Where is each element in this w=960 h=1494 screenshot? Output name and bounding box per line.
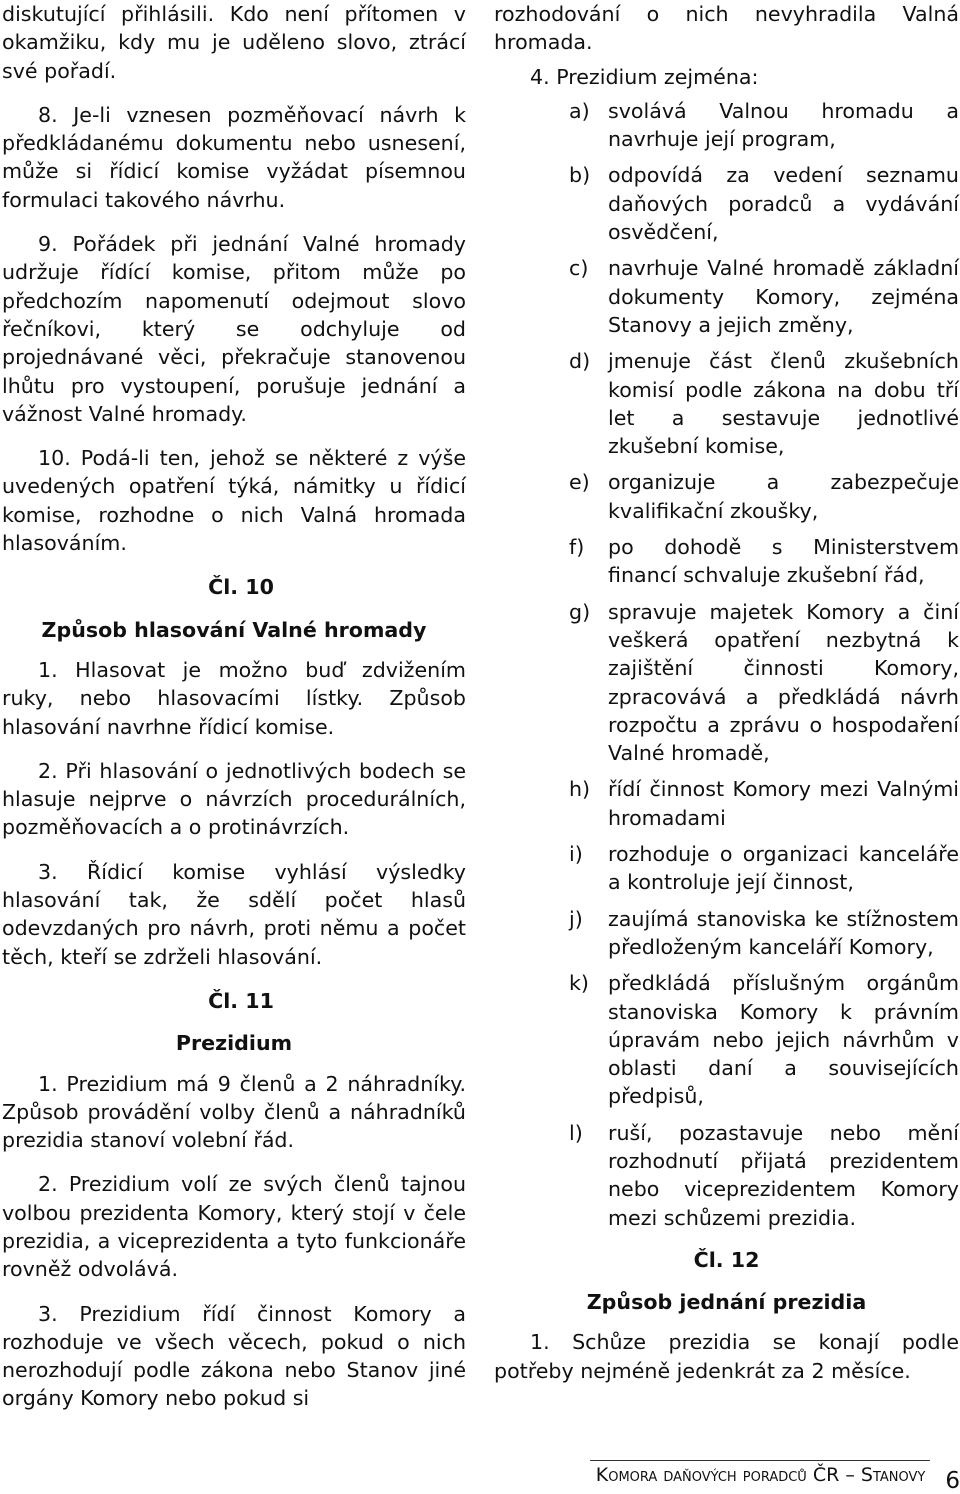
list-item <box>494 347 959 460</box>
list-marker: f) <box>569 535 585 560</box>
list-item <box>494 905 959 962</box>
left-column <box>2 0 466 1429</box>
article-10-paragraph-2: 2. Při hlasování o jednotlivých bodech se hlasuje nejprve o návrzích procedurálních, pozměňovacích a o protinávrzích. <box>2 758 466 840</box>
paragraph-9: 9. Pořádek při jednání Valné hromady udržuje řídící komise, přitom může po předchozím napomenutí odejmout slovo řečníkovi, který se odchyluje od projednávané věci, překračuje stanovenou lhůtu pro vystoupení, porušuje jednání a vážnost Valné hromady. <box>2 232 466 426</box>
list-item <box>494 161 959 246</box>
paragraph-10: 10. Podá-li ten, jehož se některé z výše uvedených opatření týká, námitky u řídicí komise, rozhodne o nich Valná hromada hlasováním. <box>2 446 466 556</box>
article-10-paragraph-1: 1. Hlasovat je možno buď zdvižením ruky, nebo hlasovacími lístky. Způsob hlasování navrhne řídicí komise. <box>2 657 466 739</box>
list-item-text: po dohodě s Ministerstvem financí schvaluje zkušební řád, <box>608 535 959 588</box>
list-item <box>494 840 959 897</box>
list-marker: j) <box>569 906 583 931</box>
list-item-text: jmenuje část členů zkušebních komisí podle zákona na dobu tří let a sestavuje jednotlivé zkušební komise, <box>608 349 959 459</box>
article-12-number: Čl. 12 <box>693 1247 760 1272</box>
page-number: 6 <box>945 1468 960 1494</box>
footer-divider <box>590 1460 930 1461</box>
list-item-text: rozhoduje o organizaci kanceláře a kontroluje její činnost, <box>608 842 959 895</box>
paragraph-8: 8. Je-li vznesen pozměňovací návrh k předkládanému dokumentu nebo usnesení, může si řídicí komise vyžádat písemnou formulaci takového návrhu. <box>2 102 466 212</box>
list-marker: k) <box>569 971 589 996</box>
list-marker: i) <box>569 842 583 867</box>
list-item-text: řídí činnost Komory mezi Valnými hromadami <box>608 777 959 830</box>
article-11-title: Prezidium <box>175 1031 293 1056</box>
presidium-duties-list <box>494 97 959 1232</box>
list-marker: d) <box>569 349 591 374</box>
article-12-paragraph-1: 1. Schůze prezidia se konají podle potřeby nejméně jedenkrát za 2 měsíce. <box>494 1330 959 1383</box>
list-item <box>494 775 959 832</box>
page-footer <box>595 1462 960 1494</box>
list-item <box>494 533 959 590</box>
list-item-text: odpovídá za vedení seznamu daňových poradců a vydávání osvědčení, <box>608 163 959 245</box>
list-item-text: zaujímá stanoviska ke stížnostem předloženým kanceláří Komory, <box>608 906 959 959</box>
article-10-number: Čl. 10 <box>208 575 274 600</box>
list-marker: a) <box>569 98 590 123</box>
article-11-paragraph-3: 3. Prezidium řídí činnost Komory a rozhoduje ve všech věcech, pokud o nich nerozhodují podle zákona nebo Stanov jiné orgány Komory nebo pokud si <box>2 1301 466 1411</box>
list-item-text: předkládá příslušným orgánům stanoviska Komory k právním úpravám nebo jejich návrhům v oblasti daní a souvisejících předpisů, <box>608 971 959 1109</box>
right-column <box>494 0 959 1401</box>
list-marker: e) <box>569 470 590 495</box>
article-10-paragraph-3: 3. Řídicí komise vyhlásí výsledky hlasování tak, že sdělí počet hlasů odevzdaných pro návrh, proti němu a počet těch, kteří se zdrželi hlasování. <box>2 859 466 969</box>
list-item-text: navrhuje Valné hromadě základní dokumenty Komory, zejména Stanovy a jejich změny, <box>608 256 959 337</box>
footer-title: Komora daňových poradců ČR – Stanovy <box>595 1464 926 1486</box>
article-11-paragraph-2: 2. Prezidium volí ze svých členů tajnou volbou prezidenta Komory, který stojí v čele prezidia, a viceprezidenta a tyto funkcionáře rovněž odvolává. <box>2 1172 466 1282</box>
list-item-text: svolává Valnou hromadu a navrhuje její program, <box>608 98 959 152</box>
list-marker: l) <box>569 1120 583 1145</box>
list-item-text: spravuje majetek Komory a činí veškerá opatření nezbytná k zajištění činnosti Komory, zpracovává a předkládá návrh rozpočtu a zprávu o hospodaření Valné hromadě, <box>608 599 959 766</box>
paragraph-4-lead: 4. Prezidium zejména: <box>530 64 759 89</box>
article-11-number: Čl. 11 <box>208 988 274 1013</box>
list-item <box>494 97 959 154</box>
list-item <box>494 598 959 768</box>
list-item-text: organizuje a zabezpečuje kvalifikační zkoušky, <box>608 470 959 523</box>
paragraph-continued-right: rozhodování o nich nevyhradila Valná hromada. <box>494 2 959 55</box>
list-item <box>494 1119 959 1232</box>
list-item <box>494 254 959 339</box>
list-marker: c) <box>569 256 589 281</box>
paragraph-continued: diskutující přihlásili. Kdo není přítomen v okamžiku, kdy mu je uděleno slovo, ztrácí své pořadí. <box>2 2 466 83</box>
article-11-paragraph-1: 1. Prezidium má 9 členů a 2 náhradníky. Způsob provádění volby členů a náhradníků prezidia stanoví volební řád. <box>2 1071 466 1153</box>
article-12-title: Způsob jednání prezidia <box>586 1290 867 1315</box>
list-marker: h) <box>569 777 591 802</box>
list-marker: g) <box>569 599 591 624</box>
list-marker: b) <box>569 163 591 188</box>
list-item <box>494 969 959 1110</box>
list-item <box>494 468 959 525</box>
article-10-title: Způsob hlasování Valné hromady <box>41 617 427 642</box>
list-item-text: ruší, pozastavuje nebo mění rozhodnutí přijatá prezidentem nebo viceprezidentem Komory mezi schůzemi prezidia. <box>608 1120 959 1230</box>
